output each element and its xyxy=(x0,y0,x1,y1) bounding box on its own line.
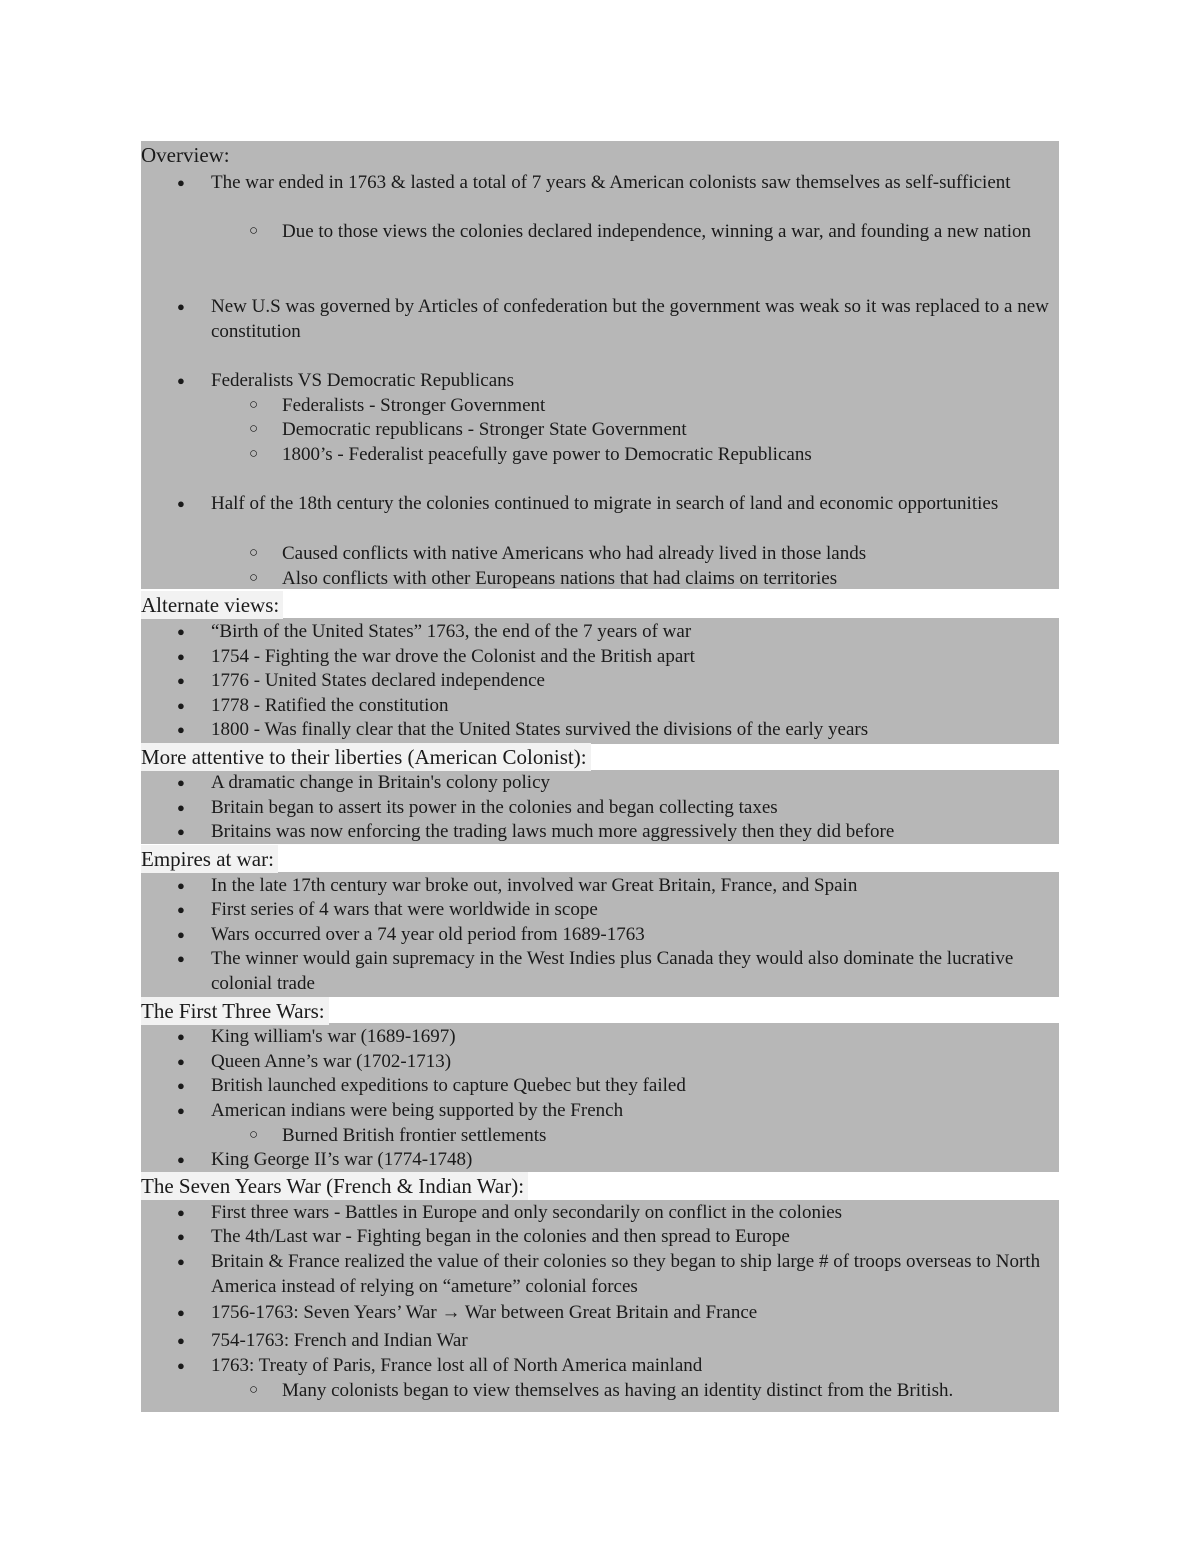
bullet-icon: ● xyxy=(177,1305,185,1320)
list-item: The war ended in 1763 & lasted a total of 7 years & American colonists saw themselves as self-sufficient xyxy=(211,172,1011,193)
bullet-icon: ● xyxy=(177,649,185,664)
list-item: Britain & France realized the value of their colonies so they began to ship large # of troops overseas to North America instead of relying on “ameture” colonial forces xyxy=(211,1251,1041,1297)
list-item: New U.S was governed by Articles of confederation but the government was weak so it was replaced to a new constitution xyxy=(211,296,1049,342)
list-item: Also conflicts with other Europeans nations that had claims on territories xyxy=(282,568,838,589)
circle-bullet-icon: ○ xyxy=(249,1127,259,1143)
list-item: American indians were being supported by the French xyxy=(211,1100,624,1121)
bullet-icon: ● xyxy=(177,1152,185,1167)
bullet-icon: ● xyxy=(177,1229,185,1244)
list-item: Wars occurred over a 74 year old period from 1689-1763 xyxy=(211,924,645,945)
list-item: “Birth of the United States” 1763, the end of the 7 years of war xyxy=(211,621,692,642)
list-item: The 4th/Last war - Fighting began in the colonies and then spread to Europe xyxy=(211,1226,790,1247)
circle-bullet-icon: ○ xyxy=(249,223,259,239)
highlight-block-1 xyxy=(141,141,1059,589)
list-item: 1763: Treaty of Paris, France lost all of North America mainland xyxy=(211,1355,703,1376)
list-item: 1754 - Fighting the war drove the Colonist and the British apart xyxy=(211,646,695,667)
circle-bullet-icon: ○ xyxy=(249,446,259,462)
circle-bullet-icon: ○ xyxy=(249,397,259,413)
bullet-icon: ● xyxy=(177,299,185,314)
list-item: First three wars - Battles in Europe and only secondarily on conflict in the colonies xyxy=(211,1202,843,1223)
list-item: Burned British frontier settlements xyxy=(282,1125,547,1146)
list-item: Queen Anne’s war (1702-1713) xyxy=(211,1051,452,1072)
section-heading-more-attentive: More attentive to their liberties (American Colonist): xyxy=(141,743,591,771)
list-item: 1776 - United States declared independence xyxy=(211,670,545,691)
bullet-icon: ● xyxy=(177,824,185,839)
bullet-icon: ● xyxy=(177,775,185,790)
section-heading-first-three-wars: The First Three Wars: xyxy=(141,997,329,1025)
list-item: In the late 17th century war broke out, involved war Great Britain, France, and Spain xyxy=(211,875,858,896)
list-item: Due to those views the colonies declared independence, winning a war, and founding a new nation xyxy=(282,221,1031,242)
bullet-icon: ● xyxy=(177,1103,185,1118)
bullet-icon: ● xyxy=(177,1029,185,1044)
list-item: 1778 - Ratified the constitution xyxy=(211,695,449,716)
bullet-icon: ● xyxy=(177,1205,185,1220)
bullet-icon: ● xyxy=(177,722,185,737)
bullet-icon: ● xyxy=(177,927,185,942)
bullet-icon: ● xyxy=(177,373,185,388)
bullet-icon: ● xyxy=(177,951,185,966)
section-heading-overview: Overview: xyxy=(141,141,238,169)
section-heading-seven-years-war: The Seven Years War (French & Indian War): xyxy=(141,1172,528,1200)
list-item: Britains was now enforcing the trading laws much more aggressively then they did before xyxy=(211,821,895,842)
list-item: 1756-1763: Seven Years’ War → War between Great Britain and France xyxy=(211,1302,758,1323)
bullet-icon: ● xyxy=(177,1333,185,1348)
list-item: Federalists VS Democratic Republicans xyxy=(211,370,515,391)
circle-bullet-icon: ○ xyxy=(249,421,259,437)
list-item: Caused conflicts with native Americans who had already lived in those lands xyxy=(282,543,867,564)
bullet-icon: ● xyxy=(177,800,185,815)
circle-bullet-icon: ○ xyxy=(249,545,259,561)
list-item: 1800 - Was finally clear that the United States survived the divisions of the early years xyxy=(211,719,869,740)
bullet-icon: ● xyxy=(177,698,185,713)
list-item: King George II’s war (1774-1748) xyxy=(211,1149,473,1170)
list-item: King william's war (1689-1697) xyxy=(211,1026,456,1047)
list-item: Britain began to assert its power in the colonies and began collecting taxes xyxy=(211,797,778,818)
list-item: The winner would gain supremacy in the West Indies plus Canada they would also dominate the lucrative colonial trade xyxy=(211,948,1014,994)
list-item: 754-1763: French and Indian War xyxy=(211,1330,468,1351)
bullet-icon: ● xyxy=(177,878,185,893)
bullet-icon: ● xyxy=(177,496,185,511)
list-item: Many colonists began to view themselves as having an identity distinct from the British. xyxy=(282,1380,954,1401)
bullet-icon: ● xyxy=(177,624,185,639)
section-heading-alternate-views: Alternate views: xyxy=(141,591,283,619)
bullet-icon: ● xyxy=(177,673,185,688)
list-item: First series of 4 wars that were worldwide in scope xyxy=(211,899,598,920)
bullet-icon: ● xyxy=(177,902,185,917)
list-item: Half of the 18th century the colonies continued to migrate in search of land and economic opportunities xyxy=(211,493,999,514)
section-heading-empires-at-war: Empires at war: xyxy=(141,845,278,873)
list-item: British launched expeditions to capture Quebec but they failed xyxy=(211,1075,686,1096)
bullet-icon: ● xyxy=(177,175,185,190)
list-item: A dramatic change in Britain's colony policy xyxy=(211,772,551,793)
bullet-icon: ● xyxy=(177,1358,185,1373)
circle-bullet-icon: ○ xyxy=(249,1382,259,1398)
list-item: Democratic republicans - Stronger State Government xyxy=(282,419,687,440)
bullet-icon: ● xyxy=(177,1054,185,1069)
bullet-icon: ● xyxy=(177,1254,185,1269)
list-item: 1800’s - Federalist peacefully gave power to Democratic Republicans xyxy=(282,444,812,465)
bullet-icon: ● xyxy=(177,1078,185,1093)
circle-bullet-icon: ○ xyxy=(249,570,259,586)
list-item: Federalists - Stronger Government xyxy=(282,395,546,416)
